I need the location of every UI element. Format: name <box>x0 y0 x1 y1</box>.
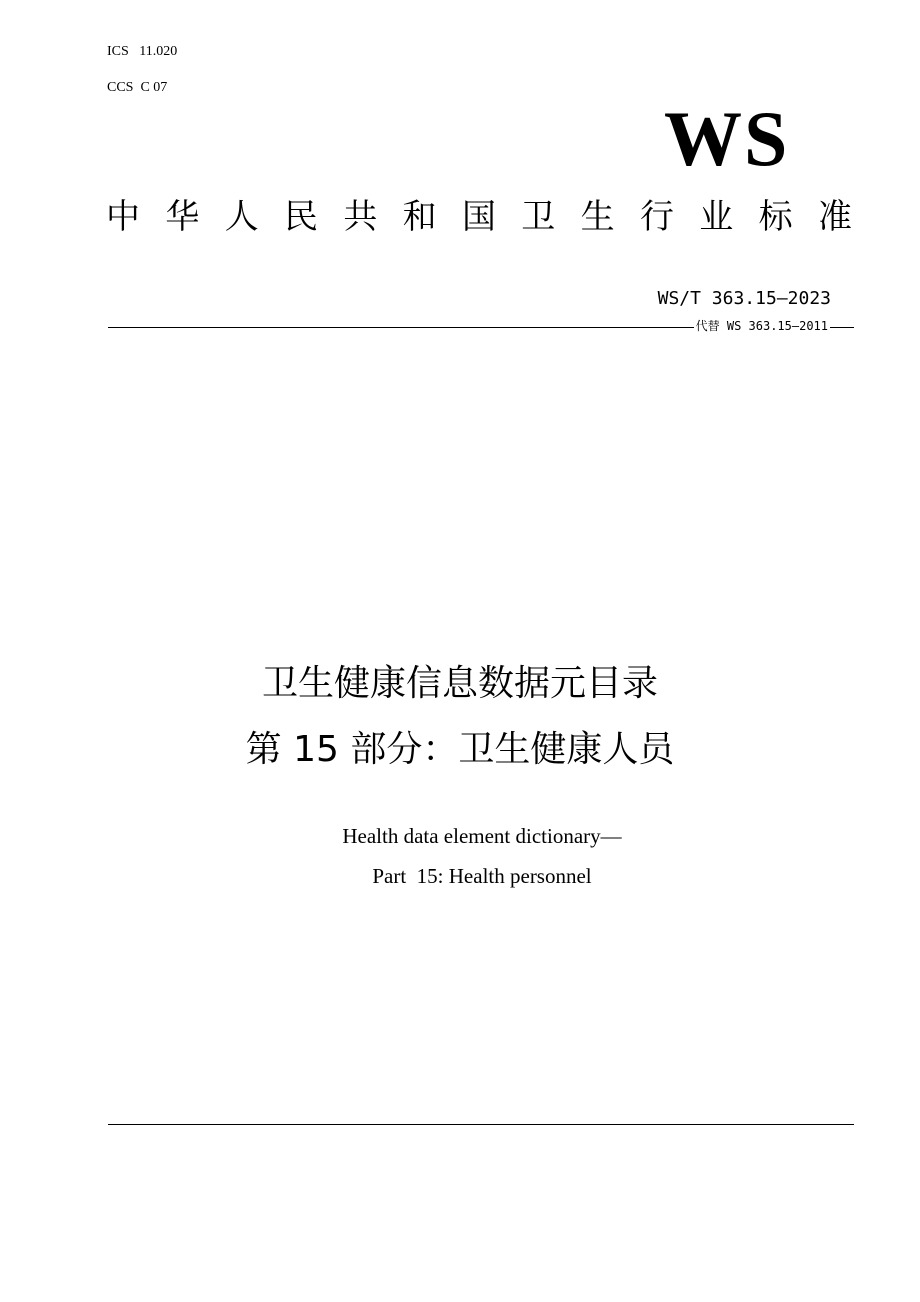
bottom-divider <box>108 1124 854 1125</box>
industry-title-char: 卫 <box>521 197 556 237</box>
industry-title-char: 生 <box>580 197 615 237</box>
industry-title-char: 国 <box>461 197 496 237</box>
replaces-standard: 代替 WS 363.15—2011 <box>695 319 828 333</box>
chinese-title-line-2: 第 15 部分：卫生健康人员 <box>245 729 675 770</box>
ccs-code: CCS C 07 <box>107 80 168 95</box>
industry-title-char: 和 <box>402 197 437 237</box>
industry-title-char: 标 <box>758 197 793 237</box>
industry-title-char: 华 <box>165 197 200 237</box>
industry-title-char: 民 <box>283 197 318 237</box>
industry-title-char: 共 <box>343 197 378 237</box>
industry-standard-title <box>106 197 852 237</box>
english-title-line-2: Part 15: Health personnel <box>372 864 592 888</box>
ws-logo: WS <box>664 95 790 182</box>
english-title-line-1: Health data element dictionary— <box>342 824 622 848</box>
ics-code: ICS 11.020 <box>107 44 178 59</box>
standard-number: WS/T 363.15—2023 <box>657 288 831 309</box>
chinese-title-line-1: 卫生健康信息数据元目录 <box>261 663 658 704</box>
industry-title-char: 中 <box>106 197 140 237</box>
industry-title-char: 行 <box>639 197 674 237</box>
industry-title-char: 业 <box>699 197 734 237</box>
industry-title-char: 准 <box>817 197 852 237</box>
industry-title-char: 人 <box>224 197 259 237</box>
